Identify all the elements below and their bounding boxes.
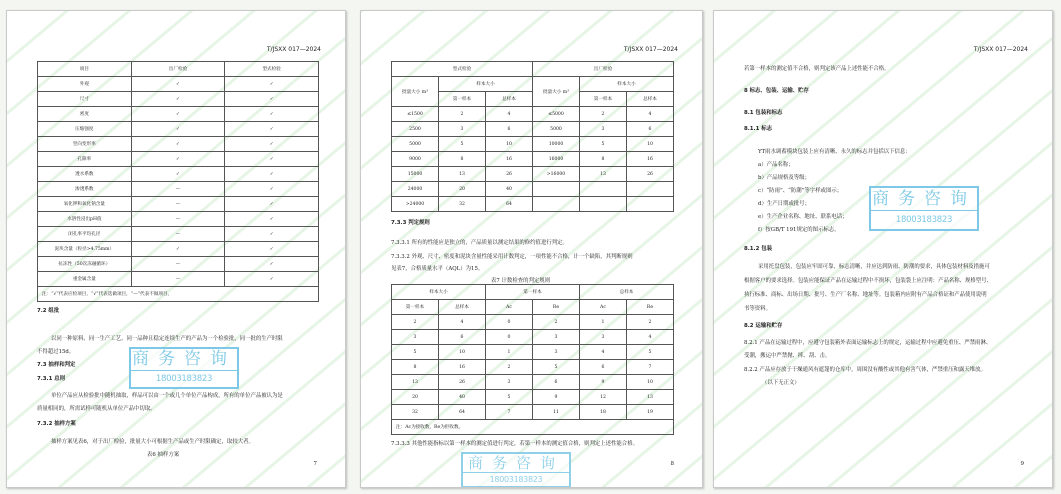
table-row: [392, 330, 674, 345]
column-header: 总样本: [486, 92, 533, 107]
para-7-3-1: 单位产品应从检验批中随机抽取，样品可以由一个或几个单位产品构成，所有的单位产品被认为是: [51, 393, 283, 399]
document-page-8: [360, 10, 703, 488]
para-7-2-cont: 不得超过15d。: [37, 349, 75, 355]
document-page-7: [6, 10, 346, 488]
column-header: Re: [533, 300, 580, 315]
table-cell: —: [131, 257, 225, 272]
section-7-3-3: 7.3.3 判定规则: [391, 220, 430, 226]
table-cell: —: [131, 197, 225, 212]
table-cell: 3: [533, 345, 580, 360]
column-header: 样本大小: [392, 285, 486, 300]
table-cell: ✓: [225, 167, 319, 182]
para-8-1-1: YT雨水调蓄模块包装上应有清晰、永久的标志并包括以下信息：: [758, 149, 911, 155]
table-cell: 孔隙率: [38, 152, 132, 167]
table-cell: 竖向变形率: [38, 137, 132, 152]
table-row: [38, 152, 319, 167]
table-cell: 3: [439, 122, 486, 137]
table-cell: 透水系数: [38, 167, 132, 182]
doc-code: T/JSXX 017—2024: [266, 46, 321, 53]
table-cell: 9000: [392, 152, 439, 167]
column-header: 样本大小: [580, 77, 674, 92]
table-cell: [627, 182, 674, 197]
table-cell: —: [131, 272, 225, 287]
table-cell: 3: [580, 330, 627, 345]
table-cell: 19: [627, 405, 674, 420]
table-cell: 6: [580, 360, 627, 375]
section-8-1: 8.1 包装和标志: [744, 110, 783, 116]
table-row: [392, 360, 674, 375]
table-cell: 0: [486, 315, 533, 330]
table-cell: ✓: [131, 152, 225, 167]
table-row: [392, 77, 674, 92]
table-cell: [533, 182, 580, 197]
table-cell: 9: [580, 375, 627, 390]
table-cell: 40: [439, 390, 486, 405]
para-7-3-3-3: 7.3.3.3 其他性能指标以第一样本的测定值进行判定，若第一样本的测定值合格，则判定上述性能合格。: [391, 441, 638, 447]
table-cell: ✓: [131, 122, 225, 137]
table-cell: 16: [486, 152, 533, 167]
table-cell: 13: [392, 375, 439, 390]
table-cell: 5: [439, 137, 486, 152]
para-7-3-3-2-cont: 见表7，合格质量水平（AQL）为15。: [391, 266, 484, 272]
list-item: d）生产日期或批号；: [758, 201, 810, 207]
table-cell: ✓: [131, 242, 225, 257]
column-header: Ac: [580, 300, 627, 315]
para-continued: 若第一样本的测定值不合格，则判定该产品上述性能不合格。: [744, 66, 890, 72]
page-number: 8: [670, 461, 674, 467]
table-cell: 8: [392, 360, 439, 375]
table-cell: 10: [439, 345, 486, 360]
table-cell: [533, 197, 580, 212]
table-cell: 6: [486, 122, 533, 137]
table-row: [392, 137, 674, 152]
table-note: 注：“√”代表应检项目，“√”代表选做项目，“—”代表不做项目。: [38, 287, 319, 302]
table-cell: 1: [580, 315, 627, 330]
table-cell: —: [131, 227, 225, 242]
table-cell: 7: [627, 360, 674, 375]
table-cell: ✓: [225, 242, 319, 257]
table-cell: 2500: [392, 122, 439, 137]
table-cell: 16000: [533, 152, 580, 167]
table-cell: 2: [486, 360, 533, 375]
column-header: 第一样本: [486, 285, 580, 300]
table-cell: 20: [439, 182, 486, 197]
table-cell: 13: [627, 390, 674, 405]
column-header: 总样本: [580, 285, 674, 300]
table-cell: ≤5000: [533, 107, 580, 122]
table-cell: 2: [392, 315, 439, 330]
table-row: [392, 315, 674, 330]
table-cell: 外观: [38, 77, 132, 92]
column-header: 型式检验: [225, 62, 319, 77]
table-cell: 10: [486, 137, 533, 152]
table-row: [392, 375, 674, 390]
table-row: [392, 122, 674, 137]
table-row: [38, 272, 319, 287]
table-row: [38, 227, 319, 242]
table-row: [392, 420, 674, 435]
table-cell: 13: [439, 167, 486, 182]
table-row: [38, 257, 319, 272]
table-row: [38, 242, 319, 257]
table-cell: 24000: [392, 182, 439, 197]
table-cell: ✓: [225, 272, 319, 287]
table-row: [38, 107, 319, 122]
table-cell: —: [131, 212, 225, 227]
para-7-2: 以同一种原料、同一生产工艺、同一品种且稳定连续生产的产品为一个检验批，同一批的生产时限: [51, 336, 283, 342]
table-cell: 8: [439, 152, 486, 167]
table-cell: 2: [439, 107, 486, 122]
table-row: [392, 167, 674, 182]
table-cell: 6: [439, 330, 486, 345]
consulting-stamp: 商务咨询 18003183823: [129, 347, 239, 389]
section-8-2: 8.2 运输和贮存: [744, 323, 783, 329]
page-number: 9: [1020, 461, 1024, 467]
table-cell: ✓: [225, 182, 319, 197]
column-header: 第一样本: [580, 92, 627, 107]
table-cell: 0: [486, 330, 533, 345]
table-cell: ✓: [131, 77, 225, 92]
table-cell: ✓: [131, 107, 225, 122]
table-cell: 闭孔率平均孔径: [38, 227, 132, 242]
table-cell: ✓: [131, 92, 225, 107]
table-cell: 26: [439, 375, 486, 390]
table-cell: >16000: [533, 167, 580, 182]
para-8-2-1-cont: 受潮，搬运中严禁抛、摔、刮、击。: [744, 353, 831, 359]
table-row: [392, 390, 674, 405]
table-cell: 泥块含量（粒径>4.75mm）: [38, 242, 132, 257]
table-cell: ✓: [225, 122, 319, 137]
table-cell: ✓: [225, 92, 319, 107]
table-cell: 40: [486, 182, 533, 197]
para-8-2-1: 8.2.1 产品在运输过程中，应遵守包装箱外表面运输标志上的规定，运输过程中应避免重压、严禁雨淋、: [744, 340, 992, 346]
table-cell: 5: [392, 345, 439, 360]
table-cell: ✓: [225, 212, 319, 227]
table-cell: 6: [627, 122, 674, 137]
table-cell: 渗透系数: [38, 182, 132, 197]
para-8-1-2-line: 书等资料。: [744, 306, 771, 312]
list-item: e）生产企业名称、地址、联系电话；: [758, 214, 848, 220]
table-cell: ✓: [225, 152, 319, 167]
table-cell: 7: [486, 405, 533, 420]
table-note: 注：Ac为接收数，Re为拒收数。: [392, 420, 674, 435]
table-cell: 5: [580, 137, 627, 152]
para-7-3-3-1: 7.3.3.1 所有的性能应是独立的，产品质量以测定结果的修约值进行判定。: [391, 240, 568, 246]
table-row: [392, 285, 674, 300]
table-cell: 5: [533, 360, 580, 375]
table-cell: —: [131, 182, 225, 197]
table-cell: 4: [580, 345, 627, 360]
table-cell: >24000: [392, 197, 439, 212]
column-header: 项目: [38, 62, 132, 77]
column-header: 批量大小 m³: [533, 77, 580, 107]
para-7-3-1-cont: 质量相同的，所需试样可随机从单位产品中切取。: [37, 406, 156, 412]
section-7-3: 7.3 抽样和判定: [37, 362, 76, 368]
consulting-stamp: 商务咨询 18003183823: [869, 186, 979, 231]
column-header: Re: [627, 300, 674, 315]
table-cell: 3: [533, 330, 580, 345]
doc-code: T/JSXX 017—2024: [623, 46, 678, 53]
table-row: [392, 62, 674, 77]
consulting-stamp: 商务咨询 18003183823: [461, 452, 571, 488]
table-cell: 9: [533, 390, 580, 405]
table-cell: 32: [439, 197, 486, 212]
table-cell: ≤1500: [392, 107, 439, 122]
table-cell: 6: [533, 375, 580, 390]
table-cell: 3: [486, 375, 533, 390]
table-cell: 16: [627, 152, 674, 167]
table-cell: 2: [580, 107, 627, 122]
para-8-1-2: 采用托盘包装，包装应牢固可靠，标志清晰，并应达到防雨、防潮的要求，具体包装材料及措施可: [758, 264, 990, 270]
table-cell: 5: [486, 390, 533, 405]
table-row: [392, 345, 674, 360]
para-7-3-3-2: 7.3.3.2 外观、尺寸、密度和泥块含量性能采用计数判定，一项性能不合格，计一个缺陷，其判断规则: [391, 254, 633, 260]
para-8-2-2: 8.2.2 产品应存放于干燥通风有遮篷的仓库中，周围没有酸性或其他有害气体，严禁重压和露天堆放。: [744, 367, 986, 373]
table-cell: [580, 182, 627, 197]
doc-code: T/JSXX 017—2024: [973, 46, 1028, 53]
table-cell: 12: [580, 390, 627, 405]
column-header: 出厂检验: [533, 62, 674, 77]
list-item: c）“防雨”、“防潮”等字样或图示；: [758, 188, 843, 194]
section-8-1-1: 8.1.1 标志: [744, 126, 773, 132]
table-6-caption: 表6 抽样方案: [147, 452, 180, 458]
column-header: 总样本: [627, 92, 674, 107]
table-cell: ✓: [225, 137, 319, 152]
column-header: 第一样本: [392, 300, 439, 315]
table-cell: 氧化钾和氧化钠含量: [38, 197, 132, 212]
table-cell: 10: [627, 375, 674, 390]
table-row: [38, 287, 319, 302]
table-row: [38, 167, 319, 182]
table-cell: 尺寸: [38, 92, 132, 107]
table-cell: 重金属含量: [38, 272, 132, 287]
table-cell: 压缩强度: [38, 122, 132, 137]
section-7-3-1: 7.3.1 总则: [37, 376, 66, 382]
table-cell: 1: [486, 345, 533, 360]
column-header: Ac: [486, 300, 533, 315]
table-cell: 3: [580, 122, 627, 137]
document-page-9: [713, 10, 1053, 488]
table-cell: 4: [439, 315, 486, 330]
table-cell: 10: [627, 137, 674, 152]
table-cell: ✓: [225, 227, 319, 242]
end-of-text: （以下无正文）: [762, 380, 800, 386]
para-7-3-2: 抽样方案见表6，对于出厂检验，批量大小可根据生产品或生产时限确定，取较大者。: [51, 439, 254, 445]
list-item: a）产品名称；: [758, 162, 794, 168]
table-cell: [580, 197, 627, 212]
table-cell: 13: [580, 167, 627, 182]
table-cell: 4: [486, 107, 533, 122]
table-row: [38, 122, 319, 137]
count-judgment-table: [391, 284, 674, 435]
table-7-caption: 表7 计数检查的判定规则: [491, 278, 551, 284]
column-header: 第一样本: [439, 92, 486, 107]
table-row: [392, 152, 674, 167]
table-row: [392, 300, 674, 315]
table-cell: 3: [392, 330, 439, 345]
table-row: [38, 92, 319, 107]
table-cell: 5000: [392, 137, 439, 152]
section-8: 8 标志、包装、运输、贮存: [744, 88, 809, 94]
table-cell: 5000: [533, 122, 580, 137]
table-row: [38, 62, 319, 77]
table-row: [38, 197, 319, 212]
table-row: [38, 212, 319, 227]
table-cell: 2: [627, 315, 674, 330]
table-cell: 16: [439, 360, 486, 375]
table-cell: [627, 197, 674, 212]
table-cell: 5: [627, 345, 674, 360]
table-cell: 8: [580, 152, 627, 167]
table-cell: ✓: [131, 137, 225, 152]
table-cell: 抗冻性（50次冻融循环）: [38, 257, 132, 272]
table-cell: 10000: [533, 137, 580, 152]
table-cell: 32: [392, 405, 439, 420]
table-row: [392, 197, 674, 212]
table-cell: 4: [627, 330, 674, 345]
table-row: [392, 405, 674, 420]
table-cell: ✓: [225, 257, 319, 272]
table-cell: ✓: [225, 107, 319, 122]
table-cell: 15000: [392, 167, 439, 182]
table-row: [392, 182, 674, 197]
table-cell: 2: [533, 315, 580, 330]
table-cell: ✓: [131, 167, 225, 182]
table-row: [392, 107, 674, 122]
table-cell: ✓: [225, 197, 319, 212]
table-row: [38, 77, 319, 92]
table-cell: 64: [486, 197, 533, 212]
column-header: 出厂检验: [131, 62, 225, 77]
para-8-1-2-line: 根据客户的要求选择。包装应能保证产品在运输过程中不损坏，包装袋上应注明：产品名称、规格型号、: [744, 278, 992, 284]
table-cell: 20: [392, 390, 439, 405]
column-header: 批量大小 m³: [392, 77, 439, 107]
table-cell: 18: [580, 405, 627, 420]
table-cell: 26: [486, 167, 533, 182]
column-header: 总样本: [439, 300, 486, 315]
table-cell: 密度: [38, 107, 132, 122]
inspection-items-table: [37, 61, 319, 302]
list-item: f）按GB/T 191规定的图示标志。: [758, 227, 840, 233]
column-header: 型式检验: [392, 62, 533, 77]
table-cell: ✓: [225, 77, 319, 92]
table-row: [38, 182, 319, 197]
table-cell: 26: [627, 167, 674, 182]
list-item: b）产品规格及等级；: [758, 175, 810, 181]
table-cell: 水溶性浸出pH值: [38, 212, 132, 227]
column-header: 样本大小: [439, 77, 533, 92]
table-cell: 11: [533, 405, 580, 420]
table-cell: 4: [627, 107, 674, 122]
table-cell: 64: [439, 405, 486, 420]
section-7-3-2: 7.3.2 抽样方案: [37, 421, 76, 427]
page-number: 7: [313, 461, 317, 467]
section-8-1-2: 8.1.2 包装: [744, 246, 773, 252]
sampling-plan-table: [391, 61, 674, 212]
table-row: [38, 137, 319, 152]
para-8-1-2-line: 执行标准、商标、出场日期、批号、生产厂名称、地址等。包装箱内应附有产品合格证和产品使用说明: [744, 292, 987, 298]
section-7-2: 7.2 组批: [37, 308, 60, 314]
